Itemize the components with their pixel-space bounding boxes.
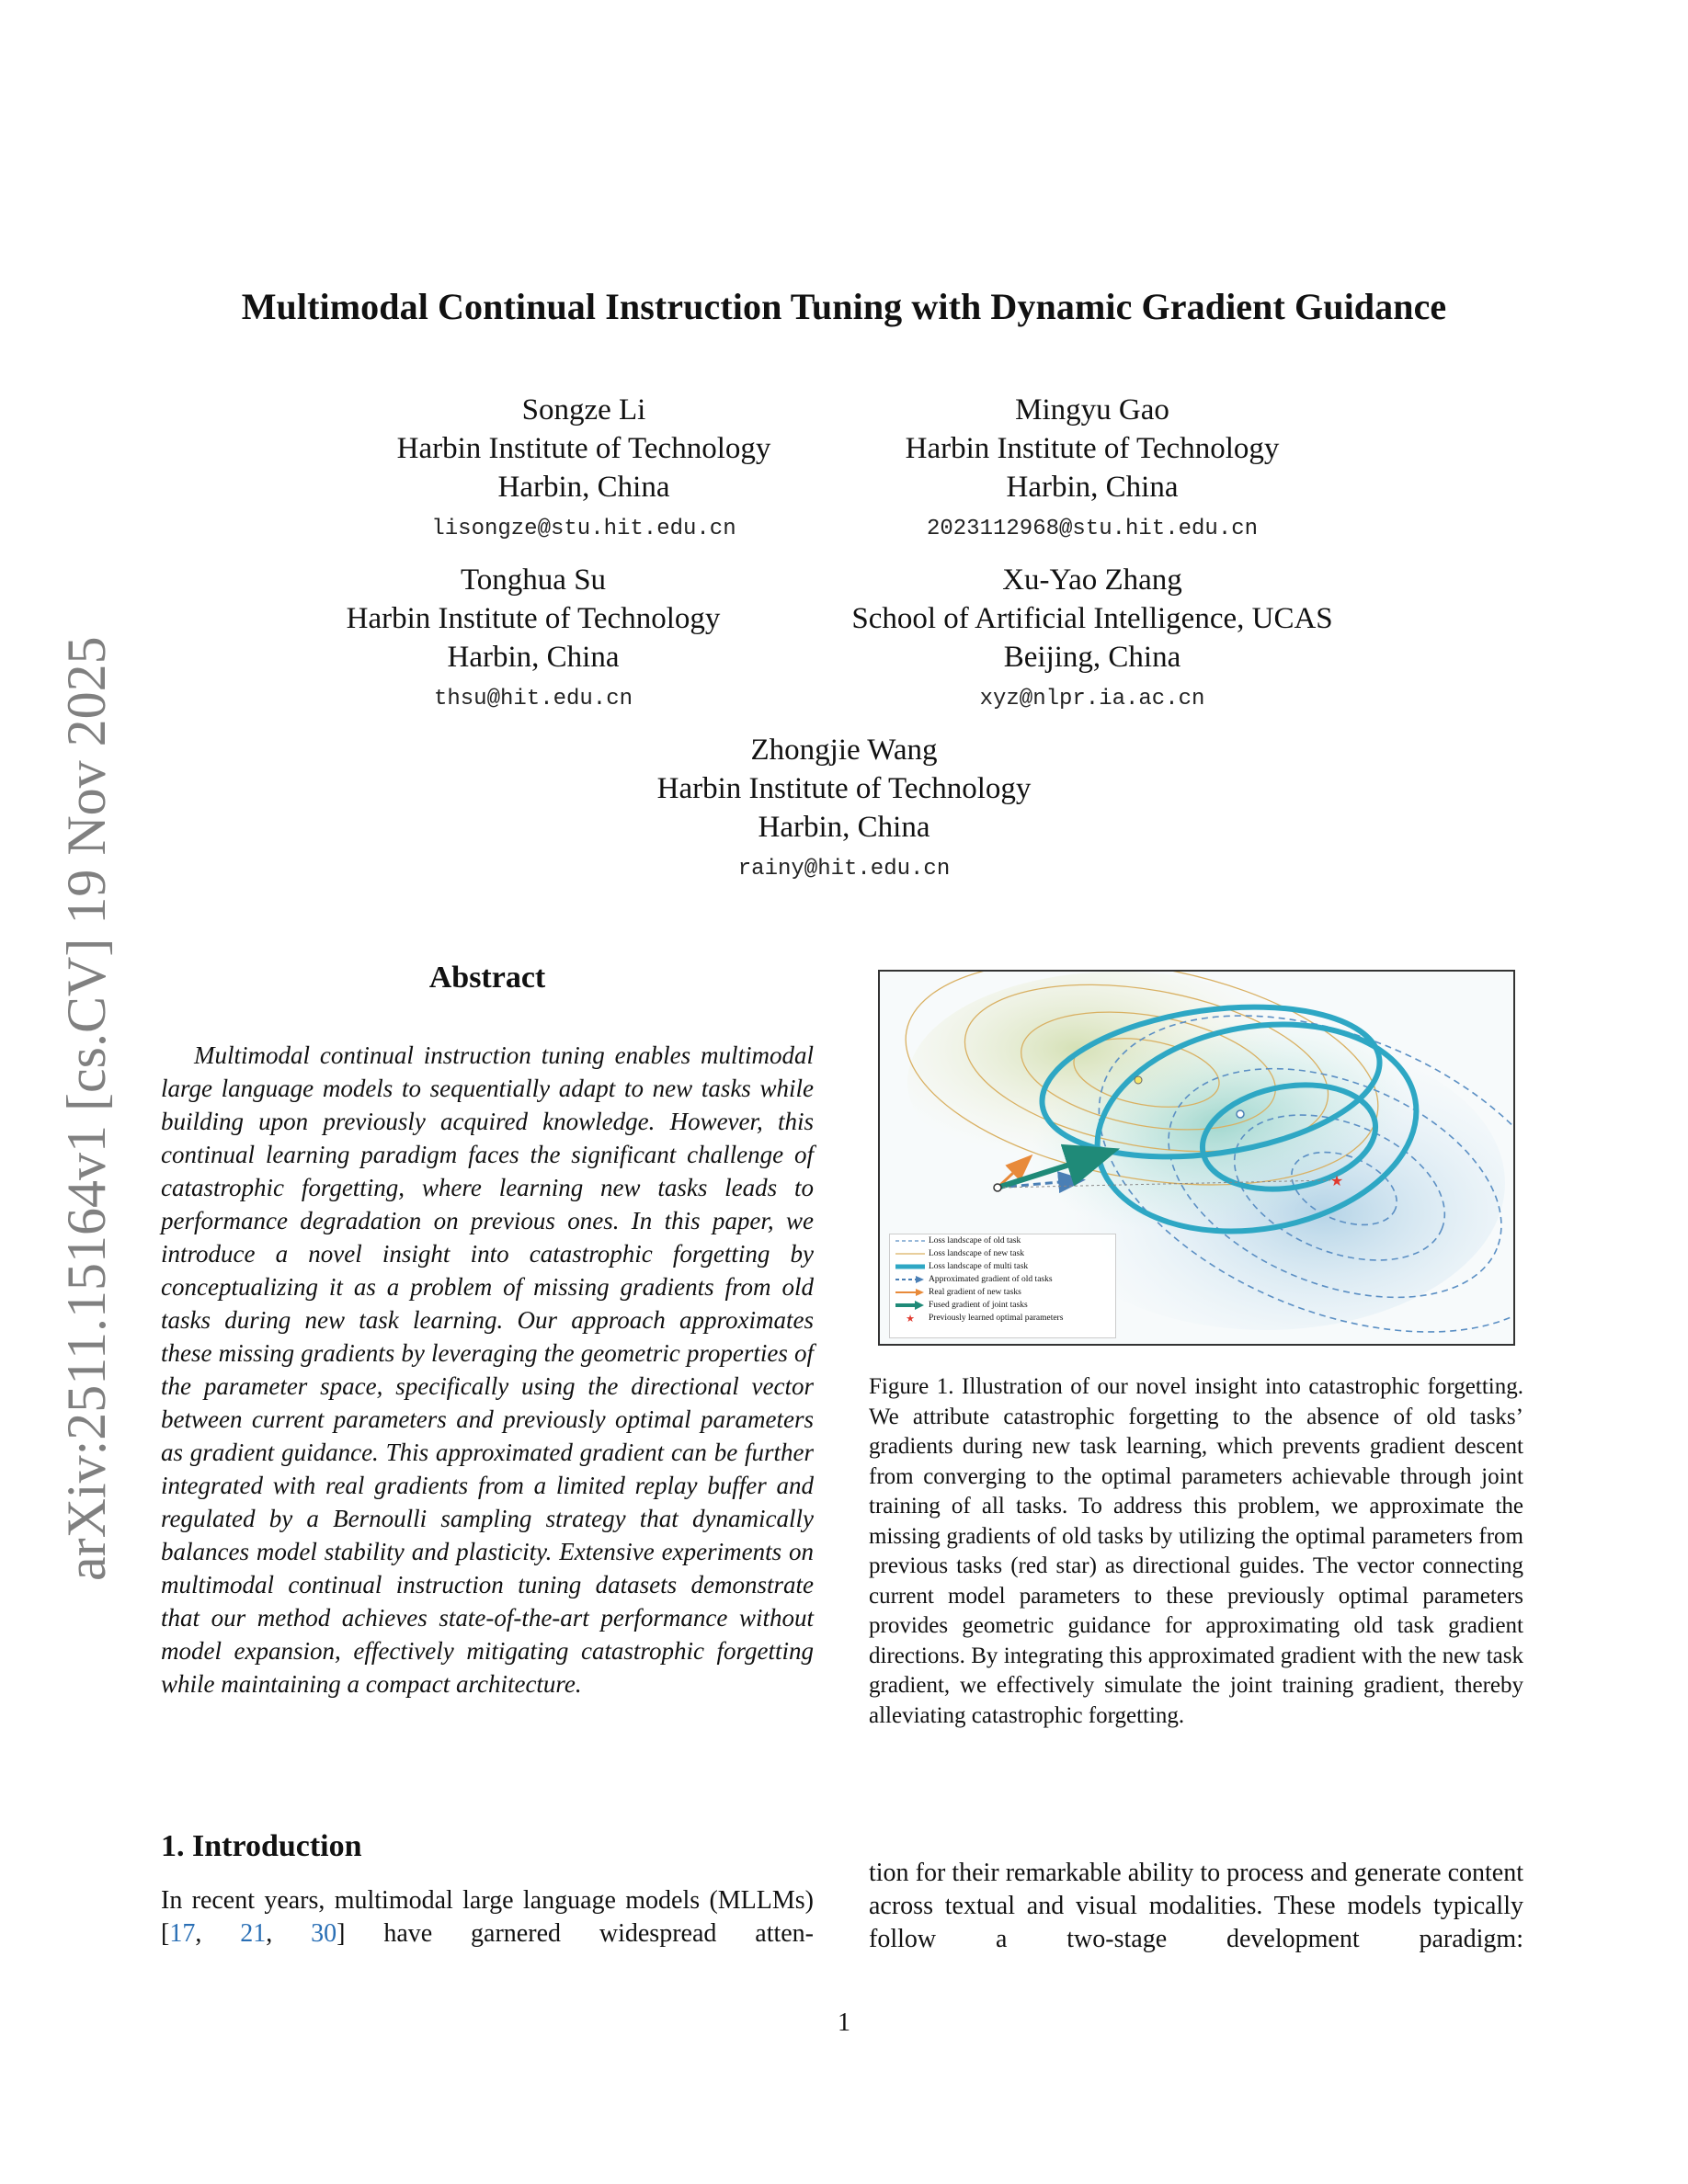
legend-label: Real gradient of new tasks (929, 1288, 1021, 1297)
author-location: Harbin, China (758, 811, 930, 844)
author-location: Harbin, China (447, 641, 620, 674)
author-email[interactable]: xyz@nlpr.ia.ac.cn (979, 687, 1205, 711)
author-affiliation: Harbin Institute of Technology (396, 432, 771, 465)
legend-label: Loss landscape of multi task (929, 1262, 1029, 1271)
author-affiliation: Harbin Institute of Technology (656, 772, 1032, 805)
author-name: Mingyu Gao (1015, 393, 1169, 427)
dashed-line-icon (895, 1236, 925, 1246)
thick-line-icon (895, 1262, 925, 1271)
arrow-icon (895, 1288, 925, 1297)
legend-item (890, 1312, 1115, 1325)
legend-label: Fused gradient of joint tasks (929, 1301, 1028, 1310)
author-affiliation: Harbin Institute of Technology (346, 602, 721, 635)
author-location: Harbin, China (1006, 471, 1179, 504)
legend-item (890, 1273, 1115, 1286)
legend-item (890, 1247, 1115, 1260)
author-name: Tonghua Su (460, 563, 607, 597)
legend-item (890, 1260, 1115, 1273)
citation-separator: , (195, 1919, 241, 1948)
author-name: Zhongjie Wang (750, 734, 938, 767)
author-block (587, 731, 1101, 883)
star-icon (895, 1314, 925, 1323)
figure-1 (878, 970, 1515, 1346)
author-name: Songze Li (521, 393, 646, 427)
svg-text:★: ★ (906, 1314, 915, 1323)
dashed-arrow-icon (895, 1275, 925, 1284)
legend-label: Approximated gradient of old tasks (929, 1275, 1053, 1284)
author-email[interactable]: thsu@hit.edu.cn (433, 687, 633, 711)
new-task-optimum-point (1135, 1076, 1142, 1084)
figure-caption: Figure 1. Illustration of our novel insight into catastrophic forgetting. We attribute catastrophic forgetting to the absence of old tasks’ gradients during new task learning, which prevents gradient descent from converging to the optimal parameters achievable through joint training of all tasks. To address this problem, we approximate the missing gradients of old tasks by utilizing the optimal parameters from previous tasks (red star) as directional guides. The vector connecting current model parameters to these previously optimal parameters provides geometric guidance for approximating old task gradient directions. By integrating this approximated gradient with the new task gradient, we effectively simulate the joint training gradient, thereby alleviating catastrophic forgetting. (869, 1374, 1523, 1728)
legend-label: Loss landscape of old task (929, 1236, 1021, 1246)
figure-legend (889, 1234, 1116, 1338)
citation-link[interactable]: 21 (240, 1919, 267, 1948)
citation-link[interactable]: 17 (169, 1919, 196, 1948)
author-block (835, 391, 1350, 543)
legend-item (890, 1234, 1115, 1247)
author-affiliation: School of Artificial Intelligence, UCAS (851, 602, 1333, 635)
author-block (816, 561, 1368, 713)
intro-text: ] have garnered widespread atten- (336, 1919, 815, 1948)
current-parameters-point (994, 1184, 1001, 1191)
page-number: 1 (838, 2008, 850, 2037)
author-affiliation: Harbin Institute of Technology (905, 432, 1280, 465)
citation-separator: , (266, 1919, 312, 1948)
abstract-text: Multimodal continual instruction tuning enables multimodal large language models to sequentially adapt to new tasks while building upon previously acquired knowledge. However, this continual learning paradigm faces the significant challenge of catastrophic forgetting, where learning new tasks leads to performance degradation on previous ones. In this paper, we introduce a novel insight into catastrophic forgetting by conceptualizing it as a problem of missing gradients from old tasks during new task learning. Our approach approximates these missing gradients by leveraging the geometric properties of the parameter space, specifically using the directional vector between current parameters and previously optimal parameters as gradient guidance. This approximated gradient can be further integrated with real gradients from a limited replay buffer and regulated by a Bernoulli sampling strategy that dynamically balances model stability and plasticity. Extensive experiments on multimodal continual instruction tuning datasets demonstrate that our method achieves state-of-the-art performance without model expansion, effectively mitigating catastrophic forgetting while maintaining a compact architecture. (161, 1041, 814, 1698)
author-email[interactable]: rainy@hit.edu.cn (737, 857, 951, 882)
citation-link[interactable]: 30 (311, 1919, 337, 1948)
intro-right-column: tion for their remarkable ability to process and generate content across textual and visual modalities. These models typically follow a two-stage development paradigm: (869, 1859, 1523, 1953)
multi-task-optimum-point (1237, 1110, 1244, 1118)
section-heading: 1. Introduction (161, 1829, 362, 1863)
intro-left-column (161, 1884, 814, 1951)
legend-label: Loss landscape of new task (929, 1249, 1024, 1258)
author-email[interactable]: 2023112968@stu.hit.edu.cn (926, 517, 1259, 541)
arxiv-stamp: arXiv:2511.15164v1 [cs.CV] 19 Nov 2025 (56, 636, 117, 1581)
legend-label: Previously learned optimal parameters (929, 1314, 1064, 1323)
legend-item (890, 1286, 1115, 1299)
author-name: Xu-Yao Zhang (1002, 563, 1182, 597)
thin-line-icon (895, 1249, 925, 1258)
author-block (276, 561, 791, 713)
abstract-heading: Abstract (428, 961, 546, 995)
author-block (326, 391, 841, 543)
legend-item (890, 1299, 1115, 1312)
thick-arrow-icon (895, 1301, 925, 1310)
author-location: Beijing, China (1003, 641, 1181, 674)
previous-optimum-star: ★ (1329, 1174, 1344, 1189)
paper-title: Multimodal Continual Instruction Tuning with Dynamic Gradient Guidance (241, 286, 1447, 327)
author-email[interactable]: lisongze@stu.hit.edu.cn (431, 517, 736, 541)
author-location: Harbin, China (497, 471, 670, 504)
intro-text: In recent years, multimodal large language models (MLLMs) [ (161, 1886, 814, 1948)
